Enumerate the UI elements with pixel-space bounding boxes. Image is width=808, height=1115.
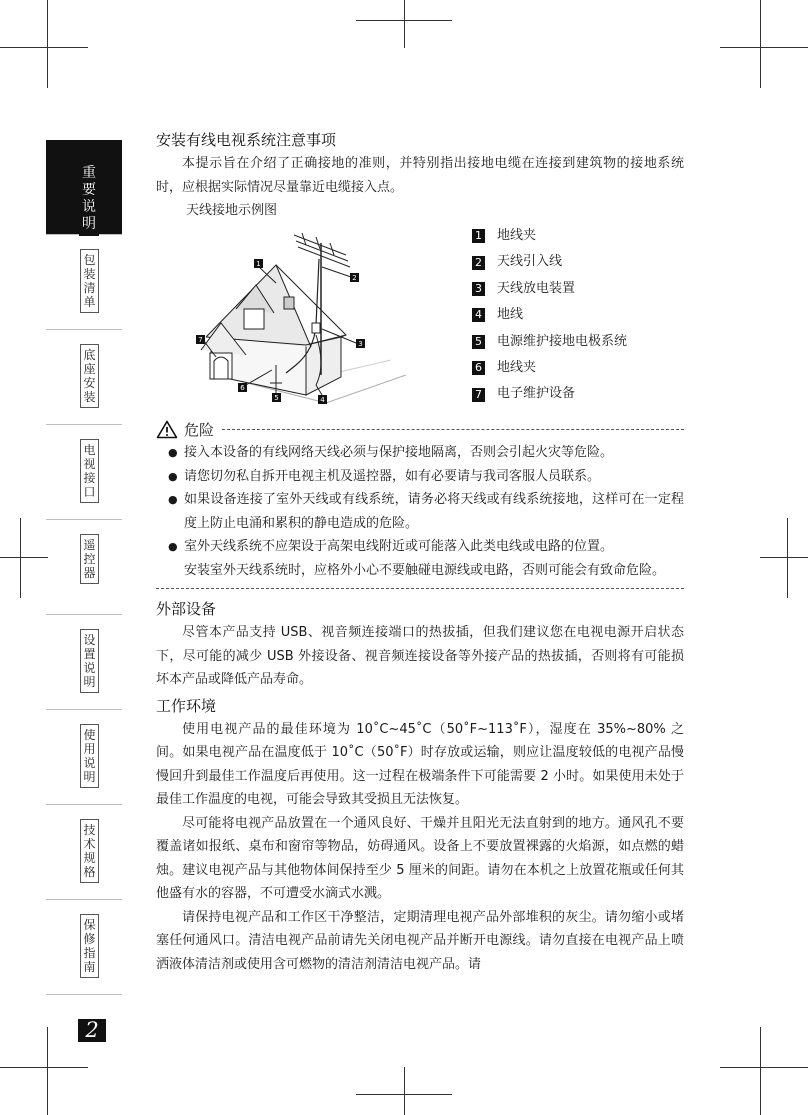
tab-specs[interactable] [46,805,122,900]
svg-text:7: 7 [198,336,203,344]
tab-tv-ports[interactable] [46,425,122,520]
legend-item [472,223,627,249]
legend-number: 7 [472,388,485,402]
danger-header [156,417,684,441]
main-content [156,128,684,976]
bullet-icon: ● [168,540,178,553]
legend-label: 天线放电装置 [497,280,576,296]
tab-label: 设置说明 [80,629,99,693]
external-paragraph: 尽管本产品支持 USB、视音频连接端口的热拔插，但我们建议您在电视电源开启状态下，尽可能的减少 USB 外接设备、视音频连接设备等外接产品的热拔插，否则将有可能损坏本产品或降低产品寿命。 [156,625,684,687]
legend-item [472,249,627,275]
tab-label: 保修指南 [80,914,99,978]
danger-text: 室外天线系统不应架设于高架电线附近或可能落入此类电线或电路的位置。 [184,539,614,554]
sidebar-nav [46,140,122,995]
svg-text:3: 3 [358,340,363,348]
env-paragraph: 使用电视产品的最佳环境为 10˚C~45˚C（50˚F~113˚F），湿度在 35%~80% 之间。如果电视产品在温度低于 10˚C（50˚F）时存放或运输，则应让温度较低的电视产品慢慢回升到最佳工作温度后再使用。这一过程在极端条件下可能需要 2 小时。如果使用未处于最佳工作温度的电视，可能会导致其受损且无法恢复。 [156,721,684,807]
env-paragraph: 尽可能将电视产品放置在一个通风良好、干燥并且阳光无法直射到的地方。通风孔不要覆盖诸如报纸、桌布和窗帘等物品，妨碍通风。设备上不要放置裸露的火焰源，如点燃的蜡烛。建议电视产品与其他物体间保持至少 5 厘米的间距。请勿在本机之上放置花瓶或任何其他盛有水的容器，不可遭受水滴式水溅。 [156,815,684,901]
legend-label: 天线引入线 [497,254,563,270]
legend-item [472,355,627,381]
danger-text: 接入本设备的有线网络天线必须与保护接地隔离，否则会引起火灾等危险。 [184,445,614,460]
section-title-environment: 工作环境 [156,696,217,715]
danger-extra: 安装室外天线系统时，应格外小心不要触碰电源线或电路，否则可能会有致命危险。 [184,562,666,578]
legend-label: 电源维护接地电极系统 [497,333,628,349]
warning-triangle-icon [156,420,178,439]
tab-important[interactable] [46,140,122,235]
svg-text:2: 2 [352,274,357,282]
svg-text:5: 5 [274,394,279,402]
tab-package-list[interactable] [46,235,122,330]
dashed-divider [222,429,684,430]
section-title-cable: 安装有线电视系统注意事项 [156,131,337,149]
bullet-icon: ● [168,469,178,483]
tab-label: 包装清单 [80,249,99,313]
tab-label: 遥控器 [80,534,99,584]
legend-item [472,302,627,328]
tab-label: 电视接口 [80,439,99,503]
danger-item [156,488,684,535]
dashed-divider [156,588,684,589]
tab-usage[interactable] [46,710,122,805]
legend-item [472,381,627,407]
danger-title: 危险 [184,420,215,439]
legend-number: 2 [472,256,485,270]
danger-text: 请您切勿私自拆开电视主机及遥控器，如有必要请与我司客服人员联系。 [184,468,601,484]
tab-remote[interactable] [46,520,122,615]
danger-item [156,441,684,465]
bullet-icon: ● [168,446,178,459]
tab-label: 重要说明 [79,162,99,236]
diagram-title: 天线接地示例图 [186,203,278,218]
legend-label: 地线夹 [497,360,537,376]
section-title-external: 外部设备 [156,600,217,618]
tab-label: 底座安装 [80,344,99,408]
bullet-icon: ● [168,493,178,506]
legend-number: 4 [472,308,485,322]
antenna-grounding-diagram [176,225,406,415]
legend-number: 1 [472,229,485,243]
legend-item [472,329,627,355]
svg-text:6: 6 [240,384,245,392]
svg-text:4: 4 [320,396,325,404]
legend-label: 地线夹 [497,228,537,243]
legend-number: 3 [472,282,485,296]
env-paragraph: 请保持电视产品和工作区干净整洁，定期清理电视产品外部堆积的灰尘。请勿缩小或堵塞任何通风口。清洁电视产品前请先关闭电视产品并断开电源线。请勿直接在电视产品上喷洒液体清洁剂或使用含可燃物的清洁剂清洁电视产品。请 [156,909,684,972]
tab-label: 技术规格 [80,819,99,883]
tab-warranty[interactable] [46,900,122,995]
svg-text:1: 1 [256,260,261,268]
legend-item [472,276,627,302]
tab-stand-install[interactable] [46,330,122,425]
danger-item [156,465,684,489]
tab-settings[interactable] [46,615,122,710]
page-number: 2 [78,1019,106,1042]
cable-paragraph: 本提示旨在介绍了正确接地的准则，并特别指出接地电缆在连接到建筑物的接地系统时，应根据实际情况尽量靠近电缆接入点。 [156,156,684,195]
legend-number: 5 [472,335,485,349]
tab-label: 使用说明 [80,724,99,788]
diagram-legend [472,223,627,408]
legend-number: 6 [472,361,485,375]
danger-text: 如果设备连接了室外天线或有线系统，请务必将天线或有线系统接地，这样可在一定程度上防止电涌和累积的静电造成的危险。 [184,492,684,531]
legend-label: 地线 [497,307,524,323]
danger-item [156,535,684,559]
legend-label: 电子维护设备 [497,386,576,402]
